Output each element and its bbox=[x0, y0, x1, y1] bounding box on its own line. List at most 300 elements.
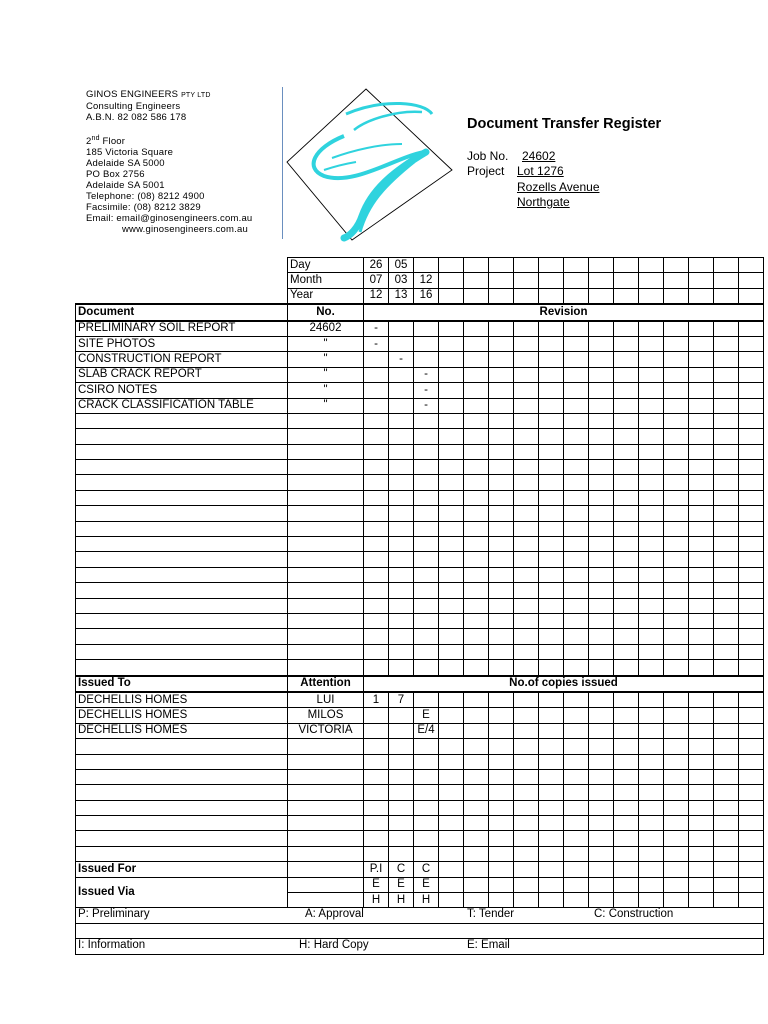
header-divider bbox=[282, 87, 283, 239]
day-value bbox=[539, 258, 564, 273]
copies-cell bbox=[739, 769, 764, 784]
revision-cell bbox=[439, 429, 464, 444]
table-row bbox=[76, 444, 764, 459]
revision-cell bbox=[664, 321, 689, 337]
copies-cell bbox=[439, 739, 464, 754]
revision-cell bbox=[439, 490, 464, 505]
revision-cell bbox=[489, 660, 514, 676]
revision-cell bbox=[539, 367, 564, 382]
copies-cell bbox=[414, 816, 439, 831]
revision-cell bbox=[689, 537, 714, 552]
copies-cell bbox=[464, 800, 489, 815]
revision-cell bbox=[389, 429, 414, 444]
month-value: 03 bbox=[389, 273, 414, 288]
copies-cell bbox=[364, 846, 389, 861]
copies-cell bbox=[414, 769, 439, 784]
year-value: 16 bbox=[414, 288, 439, 304]
revision-cell bbox=[464, 321, 489, 337]
year-value bbox=[489, 288, 514, 304]
copies-cell bbox=[664, 769, 689, 784]
company-po-city: Adelaide SA 5001 bbox=[86, 180, 165, 192]
copies-cell bbox=[564, 723, 589, 738]
document-name bbox=[76, 475, 288, 490]
revision-cell bbox=[589, 644, 614, 659]
revision-cell bbox=[714, 321, 739, 337]
copies-cell bbox=[639, 800, 664, 815]
revision-cell bbox=[389, 336, 414, 351]
company-city: Adelaide SA 5000 bbox=[86, 158, 165, 170]
year-value bbox=[439, 288, 464, 304]
revision-cell bbox=[514, 613, 539, 628]
day-value bbox=[614, 258, 639, 273]
revision-cell bbox=[389, 644, 414, 659]
revision-cell bbox=[389, 398, 414, 413]
revision-cell bbox=[514, 521, 539, 536]
issued-to bbox=[76, 739, 288, 754]
copies-cell bbox=[639, 723, 664, 738]
revision-cell bbox=[539, 598, 564, 613]
copies-cell bbox=[739, 692, 764, 708]
year-value bbox=[639, 288, 664, 304]
revision-cell bbox=[639, 475, 664, 490]
copies-cell bbox=[614, 785, 639, 800]
revision-cell bbox=[489, 336, 514, 351]
table-row bbox=[76, 460, 764, 475]
revision-cell bbox=[739, 367, 764, 382]
legend-item: C: Construction bbox=[594, 908, 674, 921]
revision-cell bbox=[389, 598, 414, 613]
issued-for-cell bbox=[564, 862, 589, 877]
revision-cell bbox=[514, 352, 539, 367]
issued-to bbox=[76, 816, 288, 831]
revision-cell bbox=[689, 506, 714, 521]
revision-cell bbox=[639, 521, 664, 536]
month-value bbox=[614, 273, 639, 288]
revision-cell bbox=[539, 506, 564, 521]
copies-cell bbox=[714, 708, 739, 723]
copies-cell bbox=[714, 754, 739, 769]
copies-cell bbox=[489, 708, 514, 723]
revision-cell bbox=[489, 644, 514, 659]
revision-cell bbox=[614, 336, 639, 351]
year-value bbox=[614, 288, 639, 304]
copies-cell bbox=[639, 708, 664, 723]
legend-item: T: Tender bbox=[467, 908, 515, 921]
revision-cell bbox=[664, 644, 689, 659]
month-value: 12 bbox=[414, 273, 439, 288]
revision-cell bbox=[589, 321, 614, 337]
document-name bbox=[76, 583, 288, 598]
revision-cell bbox=[439, 460, 464, 475]
revision-cell bbox=[439, 352, 464, 367]
company-name: GINOS ENGINEERS bbox=[86, 89, 179, 100]
revision-cell bbox=[664, 567, 689, 582]
revision-cell bbox=[364, 460, 389, 475]
issued-for-cell bbox=[464, 862, 489, 877]
copies-cell bbox=[514, 800, 539, 815]
revision-cell bbox=[689, 490, 714, 505]
day-value bbox=[739, 258, 764, 273]
revision-cell bbox=[589, 444, 614, 459]
revision-cell bbox=[414, 336, 439, 351]
revision-cell bbox=[514, 336, 539, 351]
month-value bbox=[439, 273, 464, 288]
month-value: 07 bbox=[364, 273, 389, 288]
copies-cell bbox=[739, 831, 764, 846]
document-no bbox=[288, 413, 364, 428]
document-no bbox=[288, 567, 364, 582]
day-value bbox=[689, 258, 714, 273]
document-name: CONSTRUCTION REPORT bbox=[76, 352, 288, 367]
copies-cell bbox=[664, 785, 689, 800]
document-no bbox=[288, 506, 364, 521]
blank-cell bbox=[76, 288, 288, 304]
blank-cell bbox=[288, 877, 364, 892]
day-value bbox=[514, 258, 539, 273]
document-no: 24602 bbox=[288, 321, 364, 337]
revision-cell bbox=[514, 598, 539, 613]
revision-cell bbox=[414, 613, 439, 628]
table-row bbox=[76, 304, 764, 320]
revision-cell bbox=[464, 413, 489, 428]
copies-cell bbox=[639, 831, 664, 846]
table-row bbox=[76, 831, 764, 846]
copies-cell: 7 bbox=[389, 692, 414, 708]
copies-cell bbox=[489, 723, 514, 738]
revision-cell bbox=[414, 521, 439, 536]
copies-cell bbox=[464, 754, 489, 769]
copies-cell bbox=[389, 816, 414, 831]
revision-cell bbox=[589, 598, 614, 613]
copies-cell bbox=[589, 692, 614, 708]
revision-cell bbox=[414, 429, 439, 444]
year-label: Year bbox=[288, 288, 364, 304]
document-name bbox=[76, 537, 288, 552]
revision-cell bbox=[689, 660, 714, 676]
document-name bbox=[76, 521, 288, 536]
copies-cell bbox=[639, 846, 664, 861]
revision-cell bbox=[664, 552, 689, 567]
copies-cell bbox=[389, 708, 414, 723]
copies-cell bbox=[364, 800, 389, 815]
document-no: " bbox=[288, 398, 364, 413]
revision-cell bbox=[514, 583, 539, 598]
revision-cell bbox=[689, 567, 714, 582]
day-value: 26 bbox=[364, 258, 389, 273]
copies-cell bbox=[589, 754, 614, 769]
revision-cell bbox=[714, 613, 739, 628]
revision-cell bbox=[489, 583, 514, 598]
revision-cell bbox=[439, 567, 464, 582]
revision-cell bbox=[739, 598, 764, 613]
revision-cell bbox=[364, 613, 389, 628]
revision-cell bbox=[464, 552, 489, 567]
revision-cell bbox=[689, 429, 714, 444]
copies-cell bbox=[364, 723, 389, 738]
revision-cell bbox=[614, 521, 639, 536]
revision-cell bbox=[564, 552, 589, 567]
copies-cell bbox=[464, 816, 489, 831]
copies-cell bbox=[489, 754, 514, 769]
revision-cell bbox=[439, 321, 464, 337]
table-row bbox=[76, 692, 764, 708]
revision-cell bbox=[564, 629, 589, 644]
year-value bbox=[564, 288, 589, 304]
copies-cell bbox=[489, 846, 514, 861]
copies-cell bbox=[589, 785, 614, 800]
revision-cell bbox=[589, 429, 614, 444]
issued-for-cell: P.I bbox=[364, 862, 389, 877]
table-row bbox=[76, 567, 764, 582]
copies-cell bbox=[689, 708, 714, 723]
job-number: 24602 bbox=[522, 149, 556, 163]
revision-cell bbox=[664, 506, 689, 521]
table-row bbox=[76, 816, 764, 831]
revision-cell bbox=[564, 352, 589, 367]
revision-cell bbox=[714, 383, 739, 398]
table-row bbox=[76, 939, 764, 954]
table-row bbox=[76, 754, 764, 769]
revision-cell bbox=[614, 583, 639, 598]
year-value bbox=[464, 288, 489, 304]
revision-cell bbox=[389, 490, 414, 505]
revision-cell bbox=[639, 460, 664, 475]
copies-cell bbox=[539, 800, 564, 815]
revision-cell bbox=[439, 521, 464, 536]
document-name bbox=[76, 613, 288, 628]
revision-cell bbox=[439, 336, 464, 351]
revision-cell bbox=[739, 521, 764, 536]
revision-cell bbox=[664, 444, 689, 459]
copies-cell bbox=[739, 754, 764, 769]
document-name bbox=[76, 629, 288, 644]
company-po: PO Box 2756 bbox=[86, 169, 145, 181]
revision-cell bbox=[614, 629, 639, 644]
revision-cell bbox=[464, 598, 489, 613]
company-floor: 2nd Floor bbox=[86, 135, 126, 148]
document-name bbox=[76, 444, 288, 459]
copies-cell bbox=[464, 785, 489, 800]
revision-cell bbox=[639, 598, 664, 613]
issued-for-cell bbox=[739, 862, 764, 877]
issued-via-cell bbox=[514, 877, 539, 892]
copies-cell bbox=[539, 785, 564, 800]
revision-cell bbox=[539, 583, 564, 598]
year-value bbox=[539, 288, 564, 304]
copies-cell bbox=[464, 708, 489, 723]
copies-cell bbox=[714, 816, 739, 831]
revision-cell bbox=[539, 475, 564, 490]
copies-cell bbox=[689, 692, 714, 708]
issued-via-cell bbox=[589, 877, 614, 892]
document-no bbox=[288, 537, 364, 552]
revision-cell bbox=[714, 352, 739, 367]
copies-cell bbox=[564, 739, 589, 754]
revision-cell bbox=[539, 490, 564, 505]
copies-cell bbox=[689, 739, 714, 754]
issued-via-cell bbox=[464, 893, 489, 908]
table-row bbox=[76, 321, 764, 337]
project-line-1: Lot 1276 bbox=[517, 164, 564, 178]
revision-cell bbox=[589, 367, 614, 382]
revision-cell bbox=[439, 598, 464, 613]
revision-cell: - bbox=[364, 321, 389, 337]
revision-cell bbox=[589, 460, 614, 475]
blank-cell bbox=[76, 258, 288, 273]
month-value bbox=[489, 273, 514, 288]
revision-cell bbox=[689, 398, 714, 413]
revision-cell bbox=[364, 352, 389, 367]
revision-cell bbox=[439, 383, 464, 398]
revision-cell bbox=[689, 613, 714, 628]
copies-cell bbox=[739, 846, 764, 861]
revision-cell bbox=[714, 398, 739, 413]
copies-cell bbox=[464, 723, 489, 738]
legend-item: E: Email bbox=[467, 939, 510, 952]
copies-cell bbox=[639, 754, 664, 769]
revision-cell bbox=[414, 598, 439, 613]
legend-item: P: Preliminary bbox=[78, 908, 150, 921]
table-row bbox=[76, 475, 764, 490]
document-no bbox=[288, 583, 364, 598]
attention bbox=[288, 754, 364, 769]
revision-cell bbox=[414, 413, 439, 428]
table-row bbox=[76, 846, 764, 861]
revision-cell bbox=[614, 413, 639, 428]
revision-cell bbox=[464, 460, 489, 475]
document-name bbox=[76, 598, 288, 613]
month-value bbox=[664, 273, 689, 288]
copies-cell bbox=[514, 785, 539, 800]
year-value: 12 bbox=[364, 288, 389, 304]
revision-cell bbox=[614, 475, 639, 490]
issued-for-label: Issued For bbox=[76, 862, 288, 877]
revision-cell bbox=[439, 537, 464, 552]
revision-cell bbox=[714, 444, 739, 459]
revision-cell bbox=[564, 506, 589, 521]
revision-cell bbox=[489, 383, 514, 398]
revision-cell bbox=[489, 521, 514, 536]
month-value bbox=[739, 273, 764, 288]
revision-cell bbox=[564, 383, 589, 398]
revision-cell bbox=[689, 336, 714, 351]
attention: MILOS bbox=[288, 708, 364, 723]
revision-cell bbox=[564, 490, 589, 505]
blank-cell bbox=[76, 923, 764, 938]
revision-cell bbox=[614, 383, 639, 398]
issued-via-cell bbox=[714, 877, 739, 892]
revision-cell bbox=[739, 352, 764, 367]
job-number-row bbox=[467, 149, 556, 163]
revision-cell bbox=[389, 583, 414, 598]
copies-cell bbox=[439, 754, 464, 769]
revision-cell bbox=[639, 613, 664, 628]
revision-cell bbox=[489, 321, 514, 337]
revision-cell bbox=[739, 444, 764, 459]
revision-cell bbox=[589, 629, 614, 644]
revision-cell bbox=[589, 475, 614, 490]
revision-cell bbox=[689, 321, 714, 337]
revision-cell bbox=[714, 644, 739, 659]
issued-via-cell: H bbox=[364, 893, 389, 908]
revision-cell bbox=[614, 598, 639, 613]
copies-cell bbox=[589, 769, 614, 784]
revision-cell bbox=[664, 367, 689, 382]
revision-cell bbox=[564, 367, 589, 382]
document-name bbox=[76, 490, 288, 505]
copies-cell bbox=[514, 769, 539, 784]
page-title: Document Transfer Register bbox=[467, 116, 662, 132]
revision-cell bbox=[489, 429, 514, 444]
copies-cell bbox=[714, 692, 739, 708]
copies-cell bbox=[539, 816, 564, 831]
table-row bbox=[76, 908, 764, 923]
revision-cell bbox=[564, 398, 589, 413]
attention: LUI bbox=[288, 692, 364, 708]
document-no bbox=[288, 552, 364, 567]
revision-cell bbox=[614, 567, 639, 582]
attention bbox=[288, 816, 364, 831]
company-web: www.ginosengineers.com.au bbox=[122, 224, 248, 236]
issued-to: DECHELLIS HOMES bbox=[76, 708, 288, 723]
day-value bbox=[464, 258, 489, 273]
revision-cell bbox=[689, 444, 714, 459]
attention bbox=[288, 769, 364, 784]
revision-cell bbox=[714, 629, 739, 644]
revision-cell bbox=[714, 413, 739, 428]
issued-to bbox=[76, 800, 288, 815]
revision-cell bbox=[639, 506, 664, 521]
document-name bbox=[76, 413, 288, 428]
revision-cell bbox=[464, 644, 489, 659]
revision-cell bbox=[539, 383, 564, 398]
copies-cell bbox=[564, 800, 589, 815]
table-row bbox=[76, 923, 764, 938]
revision-cell bbox=[414, 506, 439, 521]
copies-cell bbox=[564, 831, 589, 846]
document-name bbox=[76, 429, 288, 444]
revision-cell bbox=[489, 629, 514, 644]
document-name bbox=[76, 506, 288, 521]
revision-cell bbox=[664, 583, 689, 598]
revision-cell bbox=[514, 644, 539, 659]
revision-cell bbox=[614, 490, 639, 505]
copies-cell bbox=[389, 769, 414, 784]
revision-cell bbox=[639, 444, 664, 459]
copies-cell bbox=[614, 723, 639, 738]
revision-cell bbox=[639, 644, 664, 659]
copies-cell bbox=[714, 769, 739, 784]
revision-cell bbox=[414, 460, 439, 475]
copies-cell bbox=[364, 769, 389, 784]
day-value bbox=[664, 258, 689, 273]
table-row bbox=[76, 708, 764, 723]
issued-for-cell bbox=[514, 862, 539, 877]
document-name bbox=[76, 552, 288, 567]
project-label: Project bbox=[467, 164, 505, 178]
revision-cell bbox=[689, 460, 714, 475]
copies-cell bbox=[489, 739, 514, 754]
revision-cell bbox=[364, 444, 389, 459]
revision-cell bbox=[514, 383, 539, 398]
revision-cell bbox=[364, 598, 389, 613]
issued-via-cell: H bbox=[389, 893, 414, 908]
issued-for-cell bbox=[539, 862, 564, 877]
col-attention: Attention bbox=[288, 676, 364, 692]
revision-cell bbox=[514, 660, 539, 676]
revision-cell bbox=[389, 383, 414, 398]
issued-via-cell bbox=[689, 877, 714, 892]
